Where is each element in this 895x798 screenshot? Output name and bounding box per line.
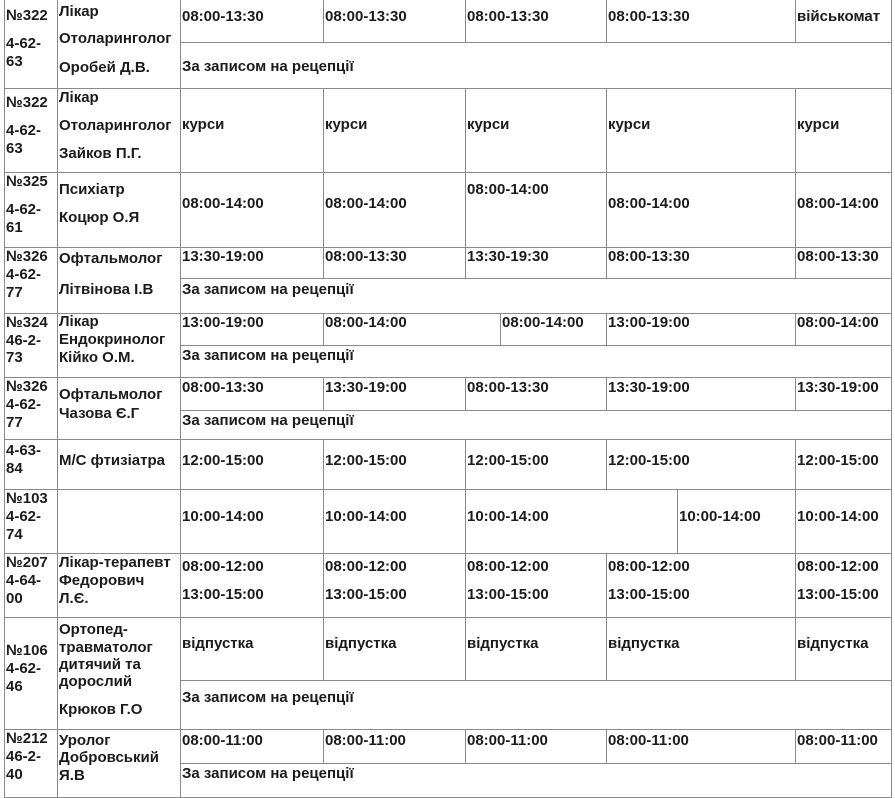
day-hours: 08:00-12:00 [325, 558, 407, 575]
day-hours: 08:00-13:30 [608, 248, 690, 265]
day-cell-divider [795, 729, 796, 763]
day-hours: 08:00-11:00 [325, 732, 406, 749]
doctor-line: Чазова Є.Г [59, 405, 140, 422]
doctor-line: Літвінова І.В [59, 281, 154, 298]
doctor-line: дитячий та [59, 656, 141, 673]
room-phone-line: 4-62- [6, 266, 42, 283]
day-cell-divider [323, 247, 324, 278]
day-cell-divider [323, 617, 324, 680]
day-cell-divider [323, 553, 324, 617]
doctor-line: Л.Є. [59, 590, 89, 607]
day-cell-divider [323, 439, 324, 489]
row-divider [4, 439, 892, 440]
day-hours-second: 13:00-15:00 [467, 586, 549, 603]
day-hours: 12:00-15:00 [182, 452, 264, 469]
room-phone-line: 46 [6, 678, 23, 695]
room-phone-line: №106 [6, 642, 48, 659]
room-phone-line: №212 [6, 730, 48, 747]
day-hours: 12:00-15:00 [797, 452, 879, 469]
day-hours: курси [467, 116, 510, 133]
day-cell-divider [465, 553, 466, 617]
day-hours: 08:00-11:00 [467, 732, 548, 749]
day-hours: відпустка [797, 635, 869, 652]
room-phone-line: 46-2- [6, 332, 42, 349]
doctor-line: Крюков Г.О [59, 701, 143, 718]
day-hours: 08:00-12:00 [182, 558, 264, 575]
day-cell-divider [323, 172, 324, 247]
day-cell-divider [465, 377, 466, 410]
day-hours: 12:00-15:00 [608, 452, 690, 469]
doctor-line: Кійко О.М. [59, 349, 135, 366]
doctor-line: Офтальмолог [59, 386, 163, 403]
table-border-left [4, 0, 5, 797]
column-divider-hours [180, 0, 181, 797]
room-phone-line: 77 [6, 414, 23, 431]
doctor-line: М/С фтизіатра [59, 452, 165, 469]
day-hours: 10:00-14:00 [467, 508, 549, 525]
day-hours: 13:00-19:00 [608, 314, 690, 331]
day-hours: 10:00-14:00 [325, 508, 407, 525]
room-phone-line: 77 [6, 284, 23, 301]
doctor-line: Лікар [59, 313, 99, 330]
room-phone-line: 63 [6, 53, 23, 70]
doctor-line: Лікар [59, 89, 99, 106]
day-cell-divider [606, 0, 607, 42]
day-hours: курси [182, 116, 225, 133]
room-phone-line: №322 [6, 94, 48, 111]
day-cell-divider [795, 313, 796, 345]
day-hours: 12:00-15:00 [467, 452, 549, 469]
day-hours: відпустка [182, 635, 254, 652]
day-hours: курси [797, 116, 840, 133]
day-cell-divider [465, 247, 466, 278]
day-hours: 13:30-19:00 [325, 379, 407, 396]
day-hours: 10:00-14:00 [797, 508, 879, 525]
column-divider-doctor [57, 0, 58, 797]
day-cell-divider [323, 88, 324, 172]
day-cell-divider [606, 313, 607, 345]
note-divider [180, 410, 892, 411]
day-hours-second: 13:00-15:00 [608, 586, 690, 603]
day-cell-divider [606, 247, 607, 278]
day-hours: 08:00-13:30 [182, 8, 264, 25]
day-cell-divider [795, 247, 796, 278]
doctor-line: Ортопед- [59, 621, 128, 638]
room-phone-line: 74 [6, 526, 23, 543]
day-cell-divider [606, 377, 607, 410]
day-hours: 08:00-12:00 [467, 558, 549, 575]
reception-note: За записом на рецепції [182, 58, 354, 75]
day-hours: 08:00-14:00 [467, 181, 549, 198]
day-hours: 08:00-13:30 [182, 379, 264, 396]
day-cell-divider [465, 172, 466, 247]
day-cell-divider [323, 313, 324, 345]
doctor-line: Оробей Д.В. [59, 59, 150, 76]
room-phone-line: №103 [6, 490, 48, 507]
day-hours: 08:00-14:00 [182, 195, 264, 212]
doctor-line: Лікар [59, 3, 99, 20]
reception-note: За записом на рецепції [182, 765, 354, 782]
day-hours: 08:00-11:00 [182, 732, 263, 749]
table-border-right [891, 0, 892, 797]
day-hours: 08:00-14:00 [608, 195, 690, 212]
doctor-line: Я.В [59, 767, 85, 784]
room-phone-line: 4-63- [6, 442, 42, 459]
day-cell-divider [795, 439, 796, 489]
day-cell-divider [323, 0, 324, 42]
day-cell-divider [795, 377, 796, 410]
day-cell-divider [323, 489, 324, 553]
day-hours: курси [325, 116, 368, 133]
day-cell-divider [677, 489, 678, 553]
doctor-line: Коцюр О.Я [59, 209, 140, 226]
room-phone-line: №322 [6, 7, 48, 24]
day-hours: 08:00-14:00 [797, 314, 879, 331]
day-hours: 08:00-13:30 [608, 8, 690, 25]
day-cell-divider [606, 729, 607, 763]
day-cell-divider [606, 439, 607, 489]
note-divider [180, 42, 892, 43]
room-phone-line: №326 [6, 248, 48, 265]
room-phone-line: №207 [6, 554, 48, 571]
day-hours: 13:30-19:00 [182, 248, 264, 265]
day-hours: 08:00-11:00 [797, 732, 878, 749]
day-hours-second: 13:00-15:00 [182, 586, 264, 603]
row-divider [4, 88, 892, 89]
row-divider [4, 247, 892, 248]
day-cell-divider [465, 88, 466, 172]
room-phone-line: 46-2- [6, 748, 42, 765]
room-phone-line: 84 [6, 460, 23, 477]
day-cell-divider [795, 553, 796, 617]
day-hours: 12:00-15:00 [325, 452, 407, 469]
room-phone-line: 73 [6, 349, 23, 366]
day-cell-divider [795, 489, 796, 553]
day-hours: 13:30-19:30 [467, 248, 549, 265]
day-cell-divider [606, 553, 607, 617]
note-divider [180, 763, 892, 764]
doctor-line: дорослий [59, 673, 133, 690]
day-hours: 08:00-12:00 [608, 558, 690, 575]
room-phone-line: 40 [6, 766, 23, 783]
day-hours: 13:30-19:00 [608, 379, 690, 396]
doctor-line: Федорович [59, 572, 145, 589]
day-hours: 08:00-11:00 [608, 732, 689, 749]
day-cell-divider [465, 439, 466, 489]
reception-note: За записом на рецепції [182, 347, 354, 364]
note-divider [180, 345, 892, 346]
day-cell-divider [465, 617, 466, 680]
day-hours: відпустка [325, 635, 397, 652]
day-hours-second: 13:00-15:00 [797, 586, 879, 603]
day-hours: 08:00-13:30 [325, 8, 407, 25]
day-hours: курси [608, 116, 651, 133]
doctor-line: Психіатр [59, 181, 125, 198]
day-cell-divider [465, 489, 466, 553]
day-cell-divider [795, 617, 796, 680]
day-cell-divider [795, 88, 796, 172]
row-divider [4, 172, 892, 173]
room-phone-line: 4-62- [6, 35, 42, 52]
day-cell-divider [606, 88, 607, 172]
row-divider [4, 729, 892, 730]
day-hours: військомат [797, 8, 881, 25]
day-cell-divider [795, 0, 796, 42]
reception-note: За записом на рецепції [182, 281, 354, 298]
day-cell-divider [606, 172, 607, 247]
day-hours: 13:30-19:00 [797, 379, 879, 396]
day-cell-divider [606, 617, 607, 680]
day-hours: 08:00-13:30 [325, 248, 407, 265]
room-phone-line: 00 [6, 590, 23, 607]
doctor-line: Ендокринолог [59, 331, 166, 348]
day-hours: 13:00-19:00 [182, 314, 264, 331]
day-hours: відпустка [608, 635, 680, 652]
reception-note: За записом на рецепції [182, 689, 354, 706]
row-divider [4, 313, 892, 314]
day-hours: 10:00-14:00 [182, 508, 264, 525]
day-hours: 10:00-14:00 [679, 508, 761, 525]
doctor-line: Лікар-терапевт [59, 554, 171, 571]
room-phone-line: 4-62- [6, 396, 42, 413]
day-cell-divider [465, 729, 466, 763]
room-phone-line: 4-62- [6, 508, 42, 525]
room-phone-line: 4-62- [6, 660, 42, 677]
doctor-line: Уролог [59, 732, 111, 749]
reception-note: За записом на рецепції [182, 412, 354, 429]
doctor-line: Зайков П.Г. [59, 145, 142, 162]
day-cell-divider [323, 377, 324, 410]
day-hours-second: 13:00-15:00 [325, 586, 407, 603]
day-hours: 08:00-14:00 [325, 314, 407, 331]
room-phone-line: 61 [6, 219, 23, 236]
doctor-line: травматолог [59, 639, 153, 656]
room-phone-line: 4-62- [6, 122, 42, 139]
day-cell-divider [323, 729, 324, 763]
room-phone-line: №324 [6, 314, 48, 331]
day-hours: 08:00-14:00 [797, 195, 879, 212]
note-divider [180, 680, 892, 681]
row-divider [4, 489, 892, 490]
day-cell-divider [795, 172, 796, 247]
row-divider [4, 377, 892, 378]
doctor-line: Отоларинголог [59, 30, 172, 47]
note-divider [180, 278, 892, 279]
day-hours: 08:00-13:30 [467, 8, 549, 25]
day-cell-divider [465, 0, 466, 42]
day-hours: 08:00-12:00 [797, 558, 879, 575]
row-divider [4, 617, 892, 618]
day-hours: 08:00-13:30 [797, 248, 879, 265]
room-phone-line: №326 [6, 378, 48, 395]
day-hours: 08:00-13:30 [467, 379, 549, 396]
day-cell-divider [500, 313, 501, 345]
room-phone-line: №325 [6, 173, 48, 190]
doctor-line: Офтальмолог [59, 250, 163, 267]
day-hours: 08:00-14:00 [502, 314, 584, 331]
room-phone-line: 4-64- [6, 572, 42, 589]
room-phone-line: 4-62- [6, 201, 42, 218]
room-phone-line: 63 [6, 140, 23, 157]
day-hours: 08:00-14:00 [325, 195, 407, 212]
doctor-line: Добровський [59, 749, 159, 766]
day-hours: відпустка [467, 635, 539, 652]
doctor-line: Отоларинголог [59, 117, 172, 134]
